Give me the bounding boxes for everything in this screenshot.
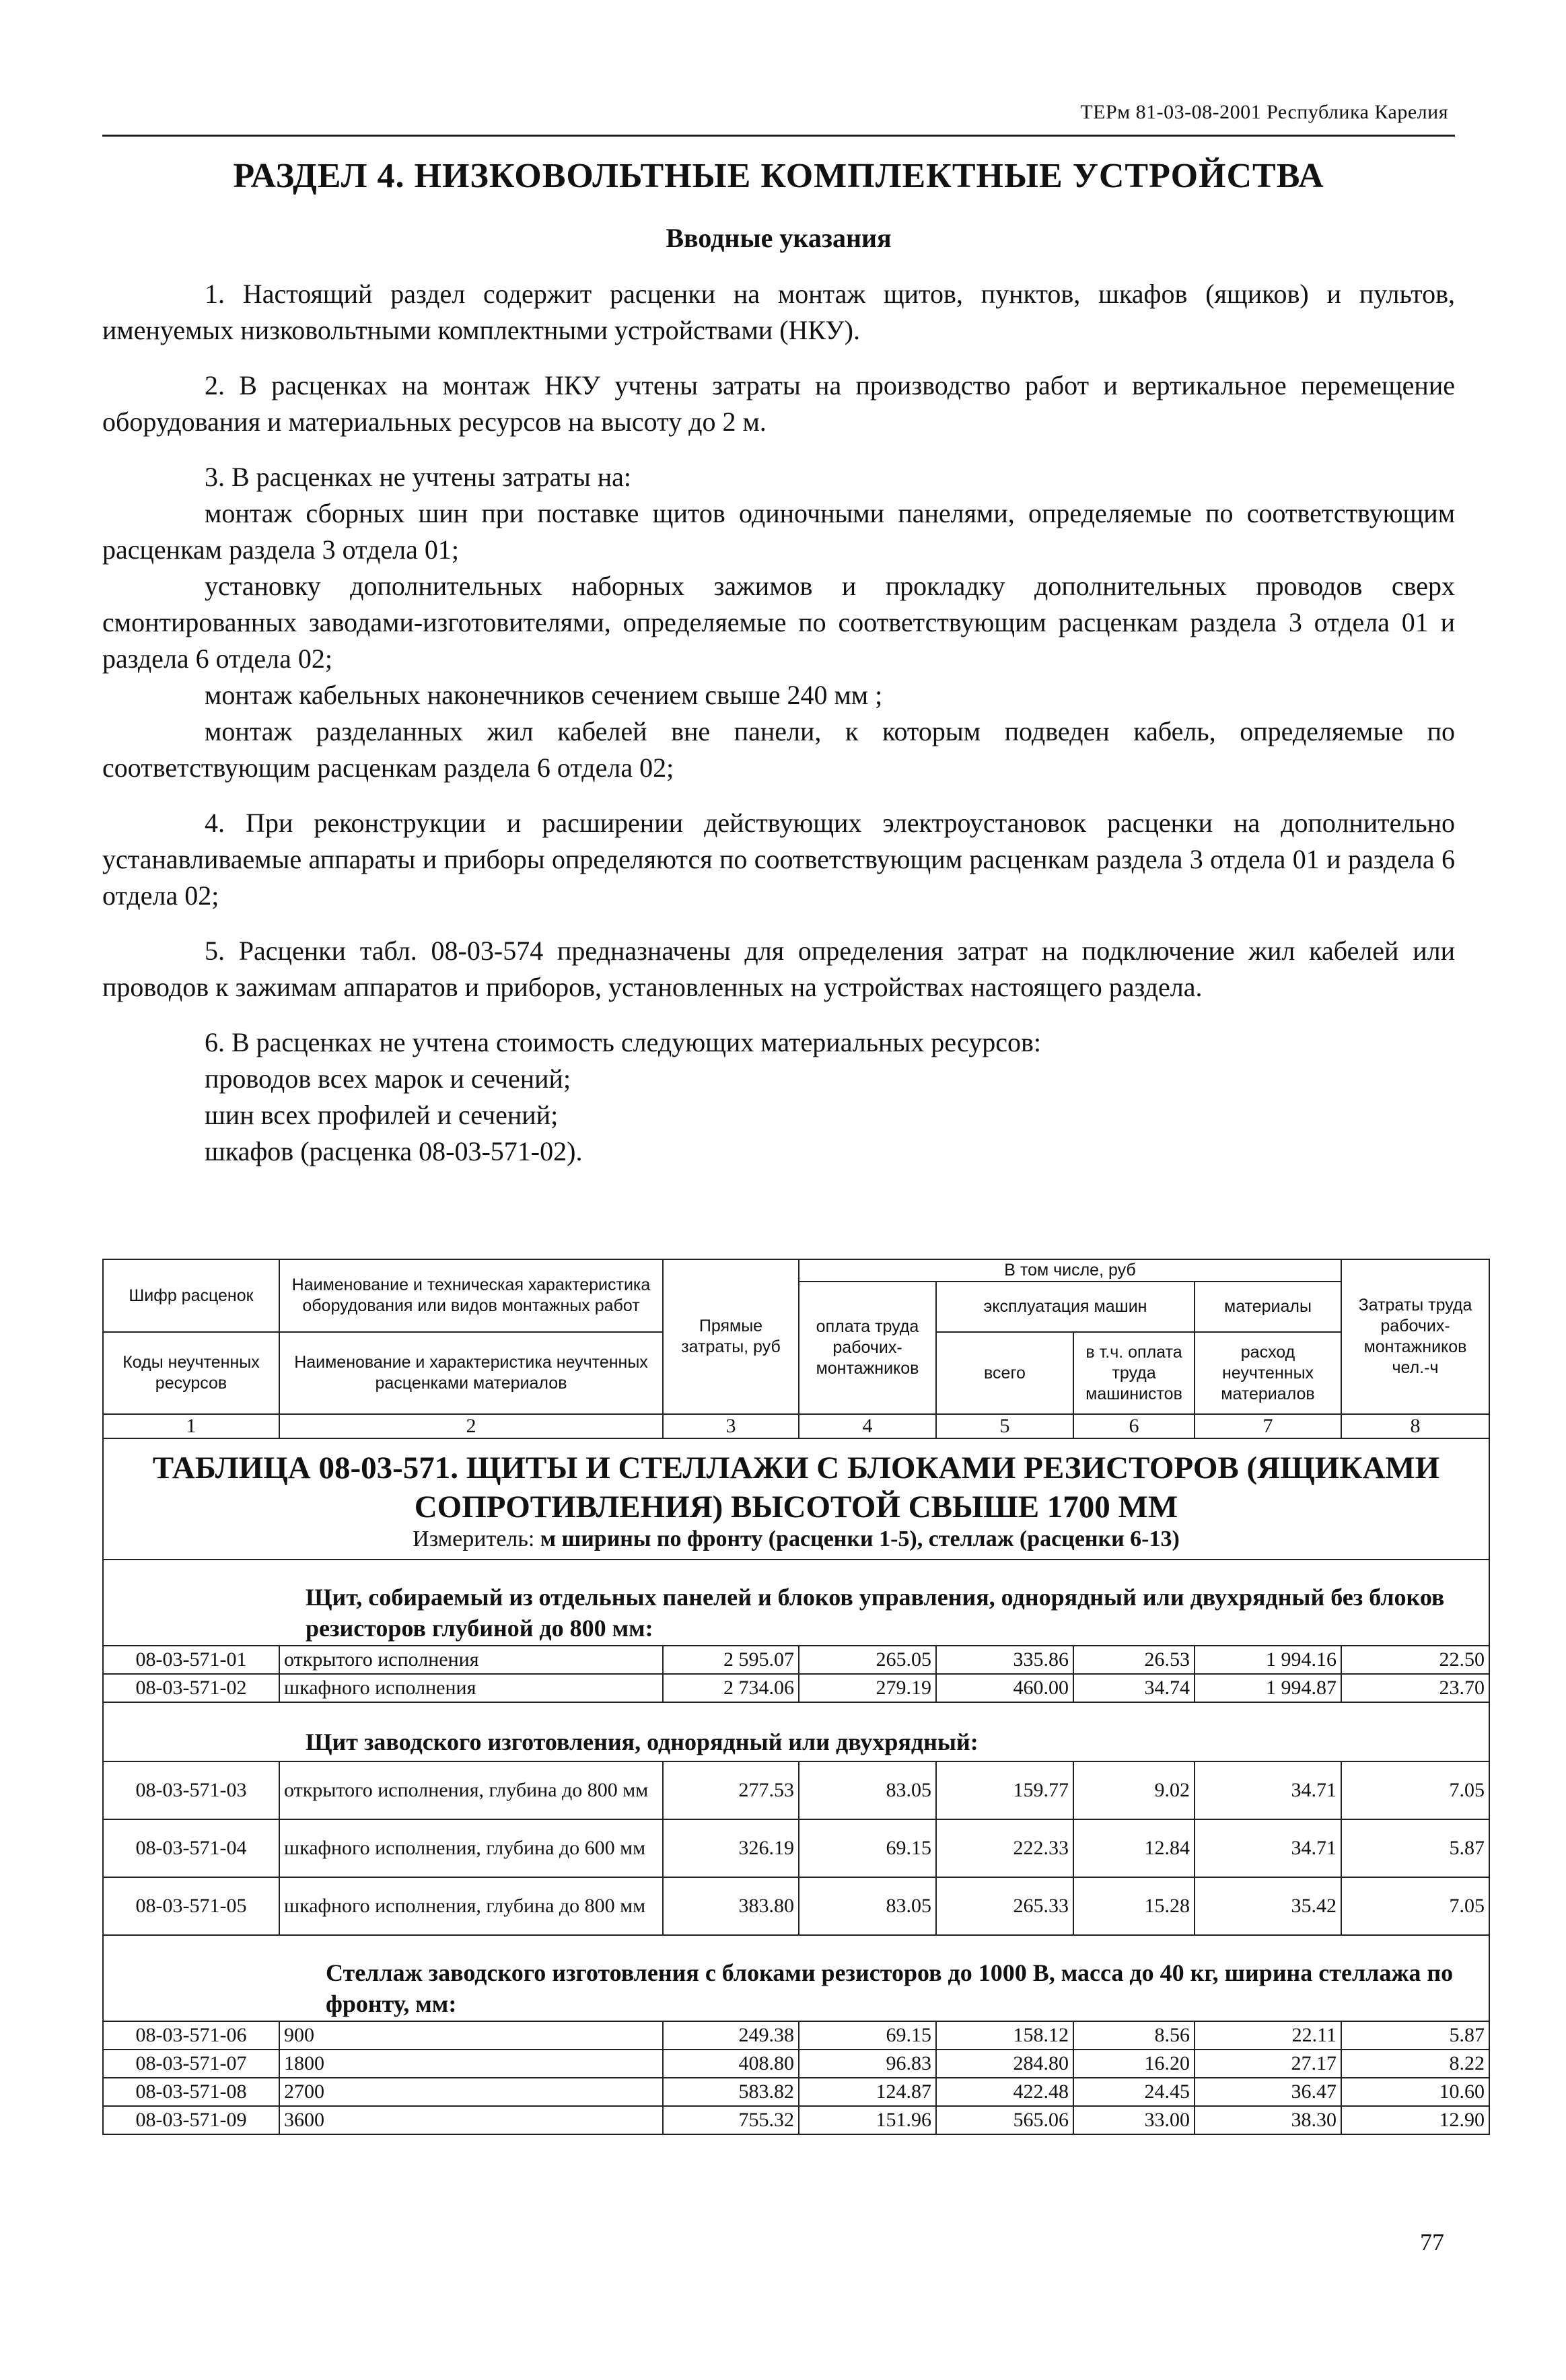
header-code: Шифр расценок bbox=[103, 1259, 279, 1332]
row-direct: 2 734.06 bbox=[663, 1674, 799, 1702]
row-materials: 22.11 bbox=[1195, 2021, 1341, 2050]
paragraph: монтаж сборных шин при поставке щитов одиночными панелями, определяемые по соответствующим расценкам раздела 3 отдела 01; bbox=[102, 498, 1455, 565]
row-code: 08-03-571-05 bbox=[103, 1877, 279, 1935]
row-machinist-pay: 15.28 bbox=[1073, 1877, 1195, 1935]
group-title: Стеллаж заводского изготовления с блоками резисторов до 1000 В, масса до 40 кг, ширина стеллажа по фронту, мм: bbox=[103, 1935, 1489, 2021]
row-materials: 34.71 bbox=[1195, 1761, 1341, 1819]
row-labor-pay: 69.15 bbox=[799, 2021, 936, 2050]
row-machines: 460.00 bbox=[936, 1674, 1073, 1702]
row-labor: 10.60 bbox=[1341, 2078, 1489, 2106]
table-row bbox=[103, 1674, 1489, 1702]
paragraph: шин всех профилей и сечений; bbox=[205, 1100, 559, 1130]
paragraph: 5. Расценки табл. 08-03-574 предназначены для определения затрат на подключение жил кабелей или проводов к зажимам аппаратов и приборов, установленных на устройствах настоящего раздела. bbox=[102, 936, 1455, 1002]
row-code: 08-03-571-04 bbox=[103, 1819, 279, 1877]
paragraph: 4. При реконструкции и расширении действующих электроустановок расценки на дополнительно устанавливаемые аппараты и приборы определяются по соответствующим расценкам раздела 3 отдела 01 и раздела 6 отдела 02; bbox=[102, 808, 1455, 911]
header-labor: Затраты труда рабочих-монтажников чел.-ч bbox=[1341, 1259, 1489, 1414]
header-direct-costs: Прямые затраты, руб bbox=[663, 1259, 799, 1414]
row-labor-pay: 151.96 bbox=[799, 2106, 936, 2134]
table-row bbox=[103, 1877, 1489, 1935]
row-name: шкафного исполнения bbox=[279, 1674, 663, 1702]
paragraph: установку дополнительных наборных зажимов и прокладку дополнительных проводов сверх смонтированных заводами-изготовителями, определяемые по соответствующим расценкам раздела 3 отдела 01 и раздела 6 отдела 02; bbox=[102, 571, 1455, 674]
row-direct: 408.80 bbox=[663, 2050, 799, 2078]
row-labor-pay: 96.83 bbox=[799, 2050, 936, 2078]
row-labor-pay: 279.19 bbox=[799, 1674, 936, 1702]
row-name: 2700 bbox=[279, 2078, 663, 2106]
header-name: Наименование и техническая характеристика оборудования или видов монтажных работ bbox=[279, 1259, 663, 1332]
row-code: 08-03-571-08 bbox=[103, 2078, 279, 2106]
row-machines: 422.48 bbox=[936, 2078, 1073, 2106]
row-code: 08-03-571-02 bbox=[103, 1674, 279, 1702]
column-number: 1 bbox=[103, 1414, 279, 1438]
row-labor-pay: 83.05 bbox=[799, 1761, 936, 1819]
row-materials: 1 994.16 bbox=[1195, 1646, 1341, 1674]
row-labor: 5.87 bbox=[1341, 1819, 1489, 1877]
column-number: 3 bbox=[663, 1414, 799, 1438]
paragraph: шкафов (расценка 08-03-571-02). bbox=[205, 1136, 583, 1166]
column-number: 2 bbox=[279, 1414, 663, 1438]
row-machinist-pay: 16.20 bbox=[1073, 2050, 1195, 2078]
row-labor-pay: 265.05 bbox=[799, 1646, 936, 1674]
row-machinist-pay: 9.02 bbox=[1073, 1761, 1195, 1819]
running-header: ТЕРм 81-03-08-2001 Республика Карелия bbox=[1080, 101, 1448, 123]
row-materials: 38.30 bbox=[1195, 2106, 1341, 2134]
paragraph: 6. В расценках не учтена стоимость следующих материальных ресурсов: bbox=[205, 1027, 1042, 1057]
measure-prefix: Измеритель: bbox=[413, 1527, 540, 1551]
header-materials: материалы bbox=[1195, 1282, 1341, 1332]
row-name: 900 bbox=[279, 2021, 663, 2050]
paragraph: 3. В расценках не учтены затраты на: bbox=[205, 462, 631, 492]
table-row bbox=[103, 2078, 1489, 2106]
page-number: 77 bbox=[1420, 2229, 1444, 2255]
table-row bbox=[103, 2106, 1489, 2134]
intro-title: Вводные указания bbox=[666, 223, 892, 253]
section-title: РАЗДЕЛ 4. НИЗКОВОЛЬТНЫЕ КОМПЛЕКТНЫЕ УСТРОЙСТВА bbox=[233, 157, 1324, 195]
row-labor: 22.50 bbox=[1341, 1646, 1489, 1674]
header-resource-names: Наименование и характеристика неучтенных расценками материалов bbox=[279, 1332, 663, 1414]
row-direct: 2 595.07 bbox=[663, 1646, 799, 1674]
row-code: 08-03-571-03 bbox=[103, 1761, 279, 1819]
column-number: 4 bbox=[799, 1414, 936, 1438]
paragraph: проводов всех марок и сечений; bbox=[205, 1063, 571, 1094]
header-material-use: расход неучтенных материалов bbox=[1195, 1332, 1341, 1414]
group-title: Щит, собираемый из отдельных панелей и блоков управления, однорядный или двухрядный без блоков резисторов глубиной до 800 мм: bbox=[103, 1560, 1489, 1646]
row-direct: 383.80 bbox=[663, 1877, 799, 1935]
row-code: 08-03-571-01 bbox=[103, 1646, 279, 1674]
intro-text bbox=[102, 276, 1455, 1170]
row-name: открытого исполнения, глубина до 800 мм bbox=[279, 1761, 663, 1819]
row-labor: 5.87 bbox=[1341, 2021, 1489, 2050]
table-row bbox=[103, 2050, 1489, 2078]
row-machinist-pay: 34.74 bbox=[1073, 1674, 1195, 1702]
row-materials: 36.47 bbox=[1195, 2078, 1341, 2106]
paragraph: 2. В расценках на монтаж НКУ учтены затраты на производство работ и вертикальное перемещение оборудования и материальных ресурсов на высоту до 2 м. bbox=[102, 370, 1455, 437]
row-direct: 277.53 bbox=[663, 1761, 799, 1819]
table-row bbox=[103, 1761, 1489, 1819]
row-labor: 8.22 bbox=[1341, 2050, 1489, 2078]
row-machinist-pay: 24.45 bbox=[1073, 2078, 1195, 2106]
table-measure bbox=[103, 1527, 1489, 1560]
row-code: 08-03-571-06 bbox=[103, 2021, 279, 2050]
row-machines: 222.33 bbox=[936, 1819, 1073, 1877]
row-machines: 284.80 bbox=[936, 2050, 1073, 2078]
measure-unit: м ширины по фронту (расценки 1-5), стеллаж (расценки 6-13) bbox=[540, 1527, 1180, 1551]
table-row bbox=[103, 2021, 1489, 2050]
row-machines: 159.77 bbox=[936, 1761, 1073, 1819]
header-machines: эксплуатация машин bbox=[936, 1282, 1195, 1332]
paragraph: монтаж разделанных жил кабелей вне панели, к которым подведен кабель, определяемые по соответствующим расценкам раздела 6 отдела 02; bbox=[102, 716, 1455, 783]
table-row bbox=[103, 1646, 1489, 1674]
row-labor: 7.05 bbox=[1341, 1761, 1489, 1819]
row-labor: 7.05 bbox=[1341, 1877, 1489, 1935]
paragraph: монтаж кабельных наконечников сечением свыше 240 мм ; bbox=[205, 680, 883, 710]
row-name: шкафного исполнения, глубина до 800 мм bbox=[279, 1877, 663, 1935]
row-labor: 23.70 bbox=[1341, 1674, 1489, 1702]
row-materials: 1 994.87 bbox=[1195, 1674, 1341, 1702]
column-number: 8 bbox=[1341, 1414, 1489, 1438]
row-machinist-pay: 26.53 bbox=[1073, 1646, 1195, 1674]
row-labor-pay: 124.87 bbox=[799, 2078, 936, 2106]
row-code: 08-03-571-09 bbox=[103, 2106, 279, 2134]
row-machinist-pay: 12.84 bbox=[1073, 1819, 1195, 1877]
row-machines: 335.86 bbox=[936, 1646, 1073, 1674]
row-machines: 158.12 bbox=[936, 2021, 1073, 2050]
row-materials: 27.17 bbox=[1195, 2050, 1341, 2078]
row-direct: 326.19 bbox=[663, 1819, 799, 1877]
row-machines: 565.06 bbox=[936, 2106, 1073, 2134]
row-labor-pay: 83.05 bbox=[799, 1877, 936, 1935]
header-resource-codes: Коды неучтенных ресурсов bbox=[103, 1332, 279, 1414]
header-rule bbox=[102, 135, 1455, 137]
row-materials: 34.71 bbox=[1195, 1819, 1341, 1877]
rates-table bbox=[102, 1259, 1490, 2135]
row-name: открытого исполнения bbox=[279, 1646, 663, 1674]
row-name: 3600 bbox=[279, 2106, 663, 2134]
row-machinist-pay: 33.00 bbox=[1073, 2106, 1195, 2134]
row-name: 1800 bbox=[279, 2050, 663, 2078]
row-code: 08-03-571-07 bbox=[103, 2050, 279, 2078]
header-machines-total: всего bbox=[936, 1332, 1073, 1414]
row-direct: 249.38 bbox=[663, 2021, 799, 2050]
table-row bbox=[103, 1819, 1489, 1877]
row-direct: 755.32 bbox=[663, 2106, 799, 2134]
header-including: В том числе, руб bbox=[799, 1259, 1341, 1282]
row-machinist-pay: 8.56 bbox=[1073, 2021, 1195, 2050]
column-number: 7 bbox=[1195, 1414, 1341, 1438]
group-title: Щит заводского изготовления, однорядный или двухрядный: bbox=[103, 1702, 1489, 1761]
row-name: шкафного исполнения, глубина до 600 мм bbox=[279, 1819, 663, 1877]
row-labor: 12.90 bbox=[1341, 2106, 1489, 2134]
column-number: 5 bbox=[936, 1414, 1073, 1438]
row-direct: 583.82 bbox=[663, 2078, 799, 2106]
header-labor-pay: оплата труда рабочих-монтажников bbox=[799, 1282, 936, 1414]
paragraph: 1. Настоящий раздел содержит расценки на монтаж щитов, пунктов, шкафов (ящиков) и пультов, именуемых низковольтными комплектными устройствами (НКУ). bbox=[102, 279, 1455, 345]
row-materials: 35.42 bbox=[1195, 1877, 1341, 1935]
row-labor-pay: 69.15 bbox=[799, 1819, 936, 1877]
table-title: ТАБЛИЦА 08-03-571. ЩИТЫ И СТЕЛЛАЖИ С БЛОКАМИ РЕЗИСТОРОВ (ЯЩИКАМИ СОПРОТИВЛЕНИЯ) ВЫСОТОЙ СВЫШЕ 1700 ММ bbox=[103, 1438, 1489, 1527]
row-machines: 265.33 bbox=[936, 1877, 1073, 1935]
header-machinist-pay: в т.ч. оплата труда машинистов bbox=[1073, 1332, 1195, 1414]
column-number: 6 bbox=[1073, 1414, 1195, 1438]
